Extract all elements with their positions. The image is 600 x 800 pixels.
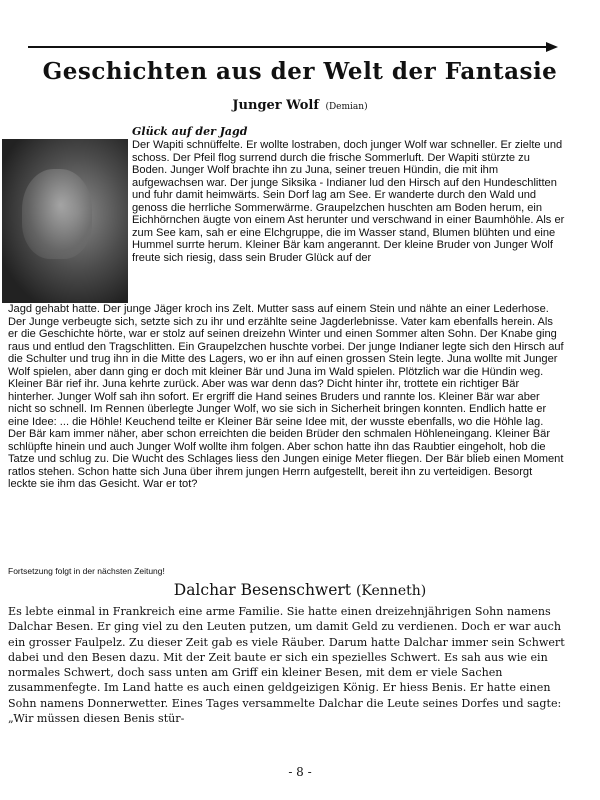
- page-title: Geschichten aus der Welt der Fantasie: [42, 58, 558, 85]
- story1-paragraph-2: Jagd gehabt hatte. Der junge Jäger kroch ins Zelt. Mutter sass auf einem Stein und nähte an einer Lederhose. Der Junge verbeugte sich, setzte sich zu ihr und erzählte seine Jagderlebnisse. Vater kam ebenfalls herein. Als er die Geschichte hörte, war er stolz auf seinen dreizehn Winter und einen Sommer alten Sohn. Der Knabe ging raus und entlud den Tragschlitten. Ein Graupelzchen huschte vorbei. Der junge Indianer legte sich den Hirsch auf die Schulter und trug ihn in die Mitte des Lagers, wo er ihn auf einen grossen Stein legte. Juna wollte mit Junger Wolf spielen, aber dann ging er doch mit kleiner Bär und Juna im Wald spielen. Plötzlich war die Hündin weg. Kleiner Bär rief ihr. Juna kehrte zurück. Aber was war denn das? Dicht hinter ihr, trottete ein richtiger Bär hinterher. Junger Wolf sah ihn sofort. Er ergriff die Hand seines Bruders und rannte los. Kleiner Bär war aber nicht so schnell. Im Rennen überlegte Junger Wolf, wo sie sich in Sicherheit bringen konnten. Endlich hatte er eine Idee: ... die Höhle! Keuchend teilte er Kleiner Bär seine Idee mit, der wusste ebenfalls, wo die Höhle lag. Der Bär kam immer näher, aber schon erreichten die beiden Brüder den schmalen Höhleneingang. Kleiner Bär schlüpfte hinein und auch Junger Wolf wollte ihm folgen. Aber schon hatte ihn das Raubtier eingeholt, hob die Tatze und schlug zu. Die Wucht des Schlages liess den Jungen einige Meter fliegen. Der Bär blieb einen Moment ratlos stehen. Schon hatte sich Juna über ihrem jungen Herrn aufgestellt, bereit ihn zu verteidigen. Besorgt leckte sie ihm das Gesicht. War er tot?: [8, 303, 564, 490]
- story2-title: Dalchar Besenschwert: [173, 581, 352, 599]
- story1-author: (Demian): [325, 102, 368, 112]
- story-photo: [2, 139, 128, 303]
- page-number: - 8 -: [288, 765, 312, 779]
- header-arrow-rule: [28, 42, 558, 52]
- story1-heading: [0, 98, 600, 113]
- story1-paragraph-1: Der Wapiti schnüffelte. Er wollte lostraben, doch junger Wolf war schneller. Er zielte und schoss. Der Pfeil flog surrend durch die frische Sommerluft. Der Wapiti stürzte zu Boden. Junger Wolf brachte ihn zu Juna, seiner treuen Hündin, die mit ihm aufgewachsen war. Der junge Siksika - Indianer lud den Hirsch auf den Hundeschlitten und fuhr damit heimwärts. Sein Dorf lag am See. Er wanderte durch den Wald und genoss die herrliche Sommerwärme. Graupelzchen huschten am Boden herum, ein Eichhörnchen äugte von einem Ast herunter und verschwand in einer Baumhöhle. Als er zum See kam, sah er eine Elchgruppe, die im Wasser stand, Blumen blühten und eine Hummel surrte herum. Kleiner Bär kam angerannt. Der kleine Bruder von Junger Wolf freute sich riesig, dass sein Bruder Glück auf der: [132, 139, 565, 264]
- story2-paragraph: Es lebte einmal in Frankreich eine arme Familie. Sie hatte einen dreizehnjährigen Sohn namens Dalchar Besen. Er ging viel zu den Leuten putzen, um damit Geld zu verdienen. Doch er war auch ein grosser Faulpelz. Zu dieser Zeit gab es viele Räuber. Darum hatte Dalchar immer sein Schwert dabei und den Besen dazu. Mit der Zeit baute er sich ein spezielles Schwert. Es sah aus wie ein normales Schwert, doch sass unten am Griff ein kleiner Besen, mit dem er viele Sachen zusammenfegte. Im Land hatte es auch einen geldgeizigen König. Er hiess Benis. Er hatte einen Sohn namens Donnerwetter. Eines Tages versammelte Dalchar die Leute seines Dorfes und sagte: „Wir müssen diesen Benis stür-: [8, 605, 565, 726]
- continued-note: Fortsetzung folgt in der nächsten Zeitung!: [8, 566, 165, 576]
- story2-author: (Kenneth): [355, 583, 427, 599]
- story1-title: Junger Wolf: [232, 98, 319, 113]
- arrow-line: [28, 46, 548, 48]
- story2-heading: [0, 581, 600, 599]
- story1-subtitle: Glück auf der Jagd: [132, 125, 248, 138]
- arrow-head-icon: [546, 42, 558, 52]
